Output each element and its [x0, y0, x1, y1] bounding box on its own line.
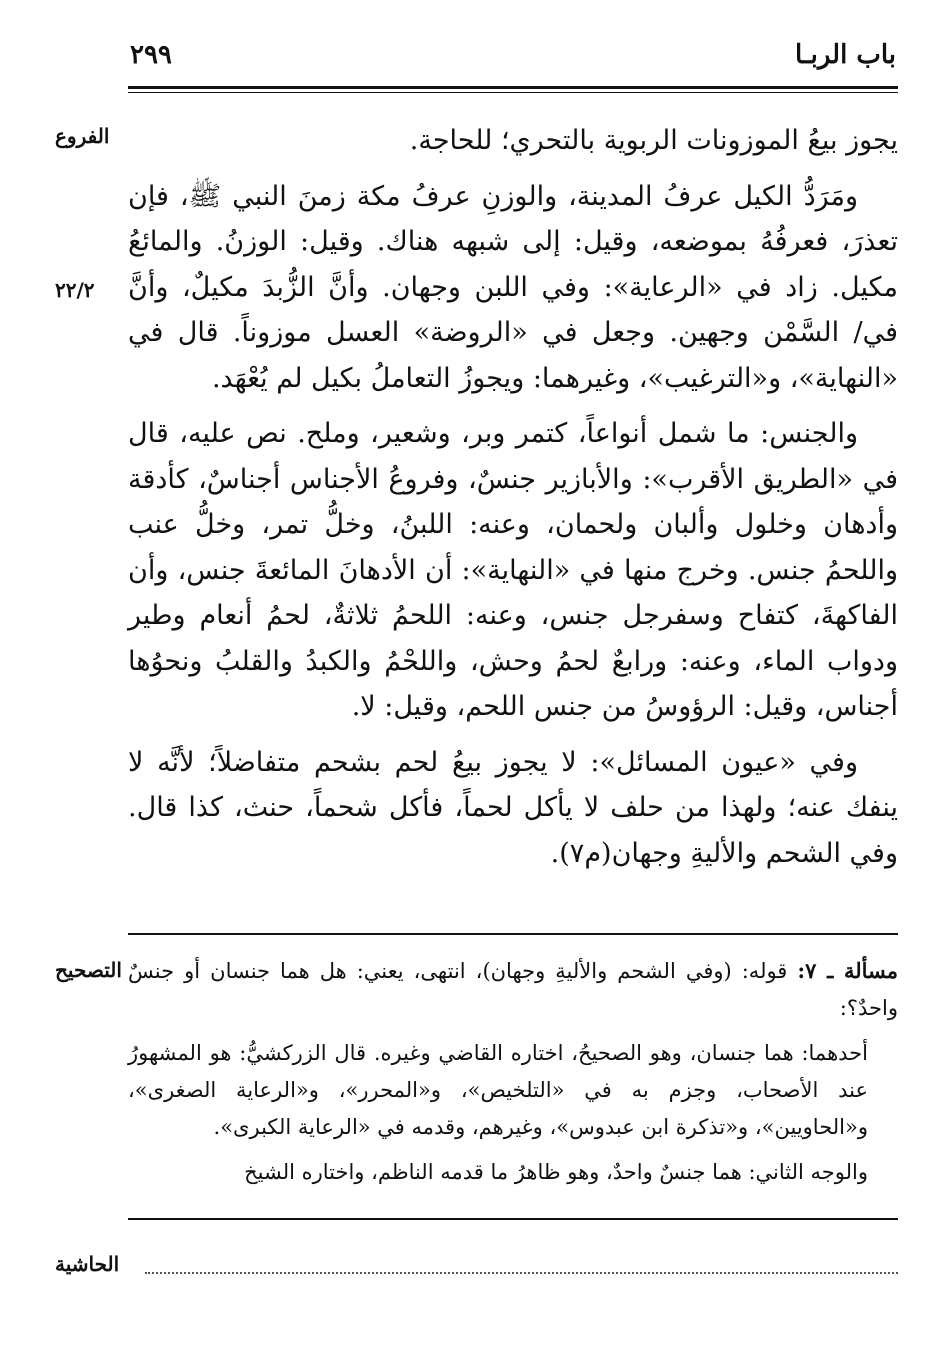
- commentary-first-view: أحدهما: هما جنسان، وهو الصحيحُ، اختاره القاضي وغيره. قال الزركشيُّ: هو المشهورُ عند الأصحاب، وجزم به في «التلخيص»، و«المحرر»، و«الرعاية الصغرى»، و«الحاويين»، و«تذكرة ابن عبدوس»، وغيرهم، وقدمه في «الرعاية الكبرى».: [128, 1041, 868, 1139]
- commentary-heading: مسألة ـ ٧:: [797, 958, 898, 983]
- margin-label-furu: الفروع: [55, 124, 110, 148]
- section-divider: [128, 933, 898, 935]
- header-rule: [128, 86, 898, 93]
- chapter-title: باب الربـا: [795, 40, 896, 70]
- commentary: [128, 952, 898, 1199]
- footnote-label-hashiya: الحاشية: [55, 1252, 120, 1276]
- margin-reference: ٢٢/٢: [55, 278, 95, 302]
- main-paragraph: يجوز بيعُ الموزونات الربوية بالتحري؛ للحاجة.: [409, 125, 898, 156]
- commentary-intro-text: قوله: (وفي الشحم والأليةِ وجهان)، انتهى، يعني: هل هما جنسان أو جنسٌ واحدٌ؟:: [128, 959, 898, 1020]
- footer-divider: [128, 1218, 898, 1220]
- commentary-second-view: والوجه الثاني: هما جنسٌ واحدٌ، وهو ظاهرُ ما قدمه الناظم، واختاره الشيخ: [244, 1160, 868, 1184]
- commentary-intro: [128, 952, 898, 1027]
- margin-label-tashih: التصحيح: [55, 958, 122, 982]
- main-paragraph: والجنس: ما شمل أنواعاً، كتمر وبر، وشعير، وملح. نص عليه، قال في «الطريق الأقرب»: والأبازير جنسٌ، وفروعُ الأجناس أجناسٌ، كأدقة وأدهان وخلول وألبان ولحمان، وعنه: اللبنُ، وخلُّ تمر، وخلُّ عنب واللحمُ جنس. وخرج منها في «النهاية»: أن الأدهانَ المائعةَ جنس، وأن الفاكهةَ، كتفاح وسفرجل جنس، وعنه: اللحمُ ثلاثةٌ، لحمُ أنعام وطير ودواب الماء، وعنه: ورابعٌ لحمُ وحش، واللحْمُ والكبدُ والقلبُ ونحوُها أجناس، وقيل: الرؤوسُ من جنس اللحم، وقيل: لا.: [128, 418, 898, 722]
- main-paragraph: ومَرَدُّ الكيل عرفُ المدينة، والوزنِ عرفُ مكة زمنَ النبي ﷺ، فإن تعذرَ، فعرفُهُ بموضعه، وقيل: إلى شبهه هناك. وقيل: الوزنُ. والمائعُ مكيل. زاد في «الرعاية»: وفي اللبن وجهان. وأنَّ الزُّبدَ مكيلٌ، وأنَّ في/ السَّمْن وجهين. وجعل في «الروضة» العسل موزوناً. قال في «النهاية»، و«الترغيب»، وغيرهما: ويجوزُ التعاملُ بكيل لم يُعْهَد.: [128, 180, 898, 394]
- page-number: ٢٩٩: [130, 40, 172, 70]
- main-text: [128, 118, 898, 886]
- main-paragraph: وفي «عيون المسائل»: لا يجوز بيعُ لحم بشحم متفاضلاً؛ لأنَّه لا ينفك عنه؛ ولهذا من حلف لا يأكل لحماً، فأكل شحماً، حنث، كذا قال. وفي الشحم والأليةِ وجهان(م٧).: [128, 746, 898, 869]
- footnote-dotted-line: [145, 1258, 898, 1274]
